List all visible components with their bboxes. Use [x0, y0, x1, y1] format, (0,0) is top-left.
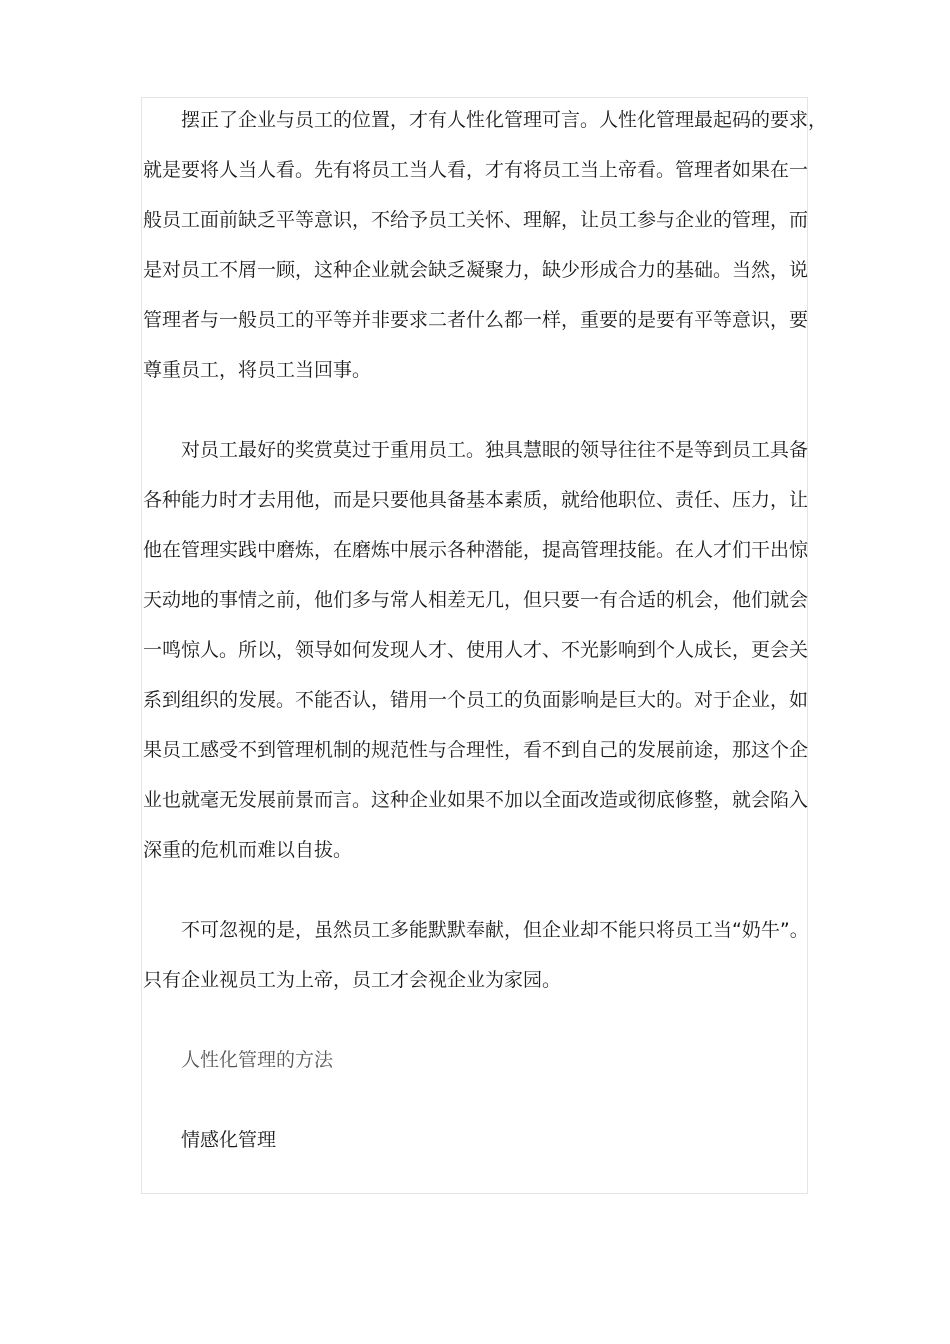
text-line: 深重的危机而难以自拔。 — [143, 839, 353, 861]
text-line: 各种能力时才去用他，而是只要他具备基本素质，就给他职位、责任、压力，让 — [143, 489, 809, 511]
text-line: 摆正了企业与员工的位置，才有人性化管理可言。人性化管理最起码的要求， — [181, 109, 828, 131]
paragraph-1 — [143, 95, 828, 395]
text-line: 只有企业视员工为上帝，员工才会视企业为家园。 — [143, 969, 562, 991]
text-line: 对员工最好的奖赏莫过于重用员工。独具慧眼的领导往往不是等到员工具备 — [181, 439, 809, 461]
section-title: 人性化管理的方法 — [181, 1049, 334, 1071]
text-line: 一鸣惊人。所以，领导如何发现人才、使用人才、不光影响到个人成长，更会关 — [143, 639, 809, 661]
text-line: 般员工面前缺乏平等意识，不给予员工关怀、理解，让员工参与企业的管理，而 — [143, 209, 809, 231]
text-line: 是对员工不屑一顾，这种企业就会缺乏凝聚力，缺少形成合力的基础。当然，说 — [143, 259, 809, 281]
paragraph-3 — [143, 905, 815, 1005]
text-line: 业也就毫无发展前景而言。这种企业如果不加以全面改造或彻底修整，就会陷入 — [143, 789, 809, 811]
text-line: 天动地的事情之前，他们多与常人相差无几，但只要一有合适的机会，他们就会 — [143, 589, 809, 611]
subsection-title: 情感化管理 — [181, 1129, 277, 1151]
text-line: 管理者与一般员工的平等并非要求二者什么都一样，重要的是要有平等意识，要 — [143, 309, 809, 331]
text-line: 系到组织的发展。不能否认，错用一个员工的负面影响是巨大的。对于企业，如 — [143, 689, 809, 711]
paragraph-2 — [143, 425, 815, 875]
text-line: 尊重员工，将员工当回事。 — [143, 359, 372, 381]
document-body — [143, 95, 828, 1165]
text-line: 果员工感受不到管理机制的规范性与合理性，看不到自己的发展前途，那这个企 — [143, 739, 809, 761]
text-line: 他在管理实践中磨炼，在磨炼中展示各种潜能，提高管理技能。在人才们干出惊 — [143, 539, 809, 561]
text-line: 不可忽视的是，虽然员工多能默默奉献，但企业却不能只将员工当“奶牛”。 — [181, 919, 809, 941]
text-line: 就是要将人当人看。先有将员工当人看，才有将员工当上帝看。管理者如果在一 — [143, 159, 809, 181]
